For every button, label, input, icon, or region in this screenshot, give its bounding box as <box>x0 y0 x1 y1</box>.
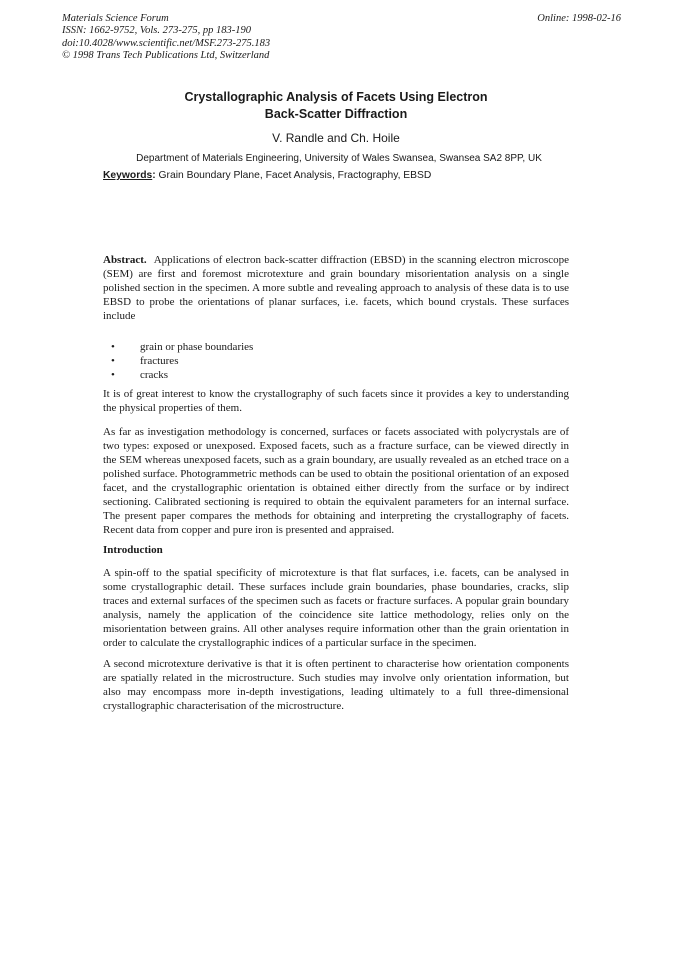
bullet-text: grain or phase boundaries <box>140 341 254 353</box>
list-item <box>103 354 569 368</box>
abstract-label: Abstract. <box>103 254 147 266</box>
authors: V. Randle and Ch. Hoile <box>272 131 400 145</box>
introduction-paragraph-2: A second microtexture derivative is that it is often pertinent to characterise how orientation components are spatially related in the microstructure. Such studies may involve only orientation information, but also may encompass more in-depth investigations, leading ultimately to a full three-dimensional crystallographic characterisation of the microstructure. <box>103 658 569 712</box>
online-date: Online: 1998-02-16 <box>537 13 621 24</box>
section-heading-introduction: Introduction <box>103 544 163 556</box>
journal-copyright: © 1998 Trans Tech Publications Ltd, Switzerland <box>62 50 270 62</box>
journal-doi: doi:10.4028/www.scientific.net/MSF.273-275.183 <box>62 37 271 49</box>
journal-header <box>62 13 270 63</box>
article-title <box>103 89 569 123</box>
abstract-note-paragraph: It is of great interest to know the crystallography of such facets since it provides a key to understanding the physical properties of them. <box>103 388 569 414</box>
article-title-line2: Back-Scatter Diffraction <box>264 107 408 121</box>
bullet-list <box>103 340 569 382</box>
list-item <box>103 340 569 354</box>
bullet-icon: • <box>111 355 115 367</box>
abstract-text: Applications of electron back-scatter diffraction (EBSD) in the scanning electron microscope (SEM) are first and foremost microtexture and grain boundary misorientation analysis on a single polished section in the specimen. A more subtle and revealing approach to analysis of these data is to use EBSD to probe the orientations of planar surfaces, i.e. facets, which bound crystals. These surfaces include <box>103 254 569 322</box>
methodology-paragraph: As far as investigation methodology is concerned, surfaces or facets associated with polycrystals are of two types: exposed or unexposed. Exposed facets, such as a fracture surface, can be viewed directly in the SEM whereas unexposed facets, such as a grain boundary, are usually revealed as an etched trace on a polished surface. Photogrammetric methods can be used to obtain the positional orientation of an exposed facet, and the crystallographic orientation is obtained either directly from the surface or by indirect sectioning. Calibrated sectioning is required to obtain the equivalent parameters for an internal surface. The present paper compares the methods for obtaining and interpreting the crystallography of facets. Recent data from copper and pure iron is presented and appraised. <box>103 426 569 536</box>
list-item <box>103 368 569 382</box>
affiliation: Department of Materials Engineering, University of Wales Swansea, Swansea SA2 8PP, UK <box>136 153 542 164</box>
abstract-paragraph <box>103 253 569 323</box>
article-title-line1: Crystallographic Analysis of Facets Using Electron <box>184 90 488 104</box>
journal-issn: ISSN: 1662-9752, Vols. 273-275, pp 183-190 <box>62 25 251 37</box>
keywords-line <box>103 170 623 181</box>
bullet-text: fractures <box>140 355 179 367</box>
introduction-paragraph-1: A spin-off to the spatial specificity of microtexture is that flat surfaces, i.e. facets, can be analysed in some crystallographic detail. These surfaces include grain boundaries, phase boundaries, cracks, slip traces and external surfaces of the specimen such as facets or fracture surfaces. A popular grain boundary analysis, namely the application of the coincidence site lattice methodology, relies only on the misorientation between grains. All other analyses require information other than the grain orientation in order to calculate the crystallographic indices of a particular surface in the specimen. <box>103 567 569 649</box>
bullet-icon: • <box>111 369 115 381</box>
keywords-list: Grain Boundary Plane, Facet Analysis, Fractography, EBSD <box>158 170 432 181</box>
bullet-icon: • <box>111 341 115 353</box>
keywords-label: Keywords: <box>103 170 156 181</box>
journal-name: Materials Science Forum <box>62 13 169 24</box>
bullet-text: cracks <box>140 369 169 381</box>
